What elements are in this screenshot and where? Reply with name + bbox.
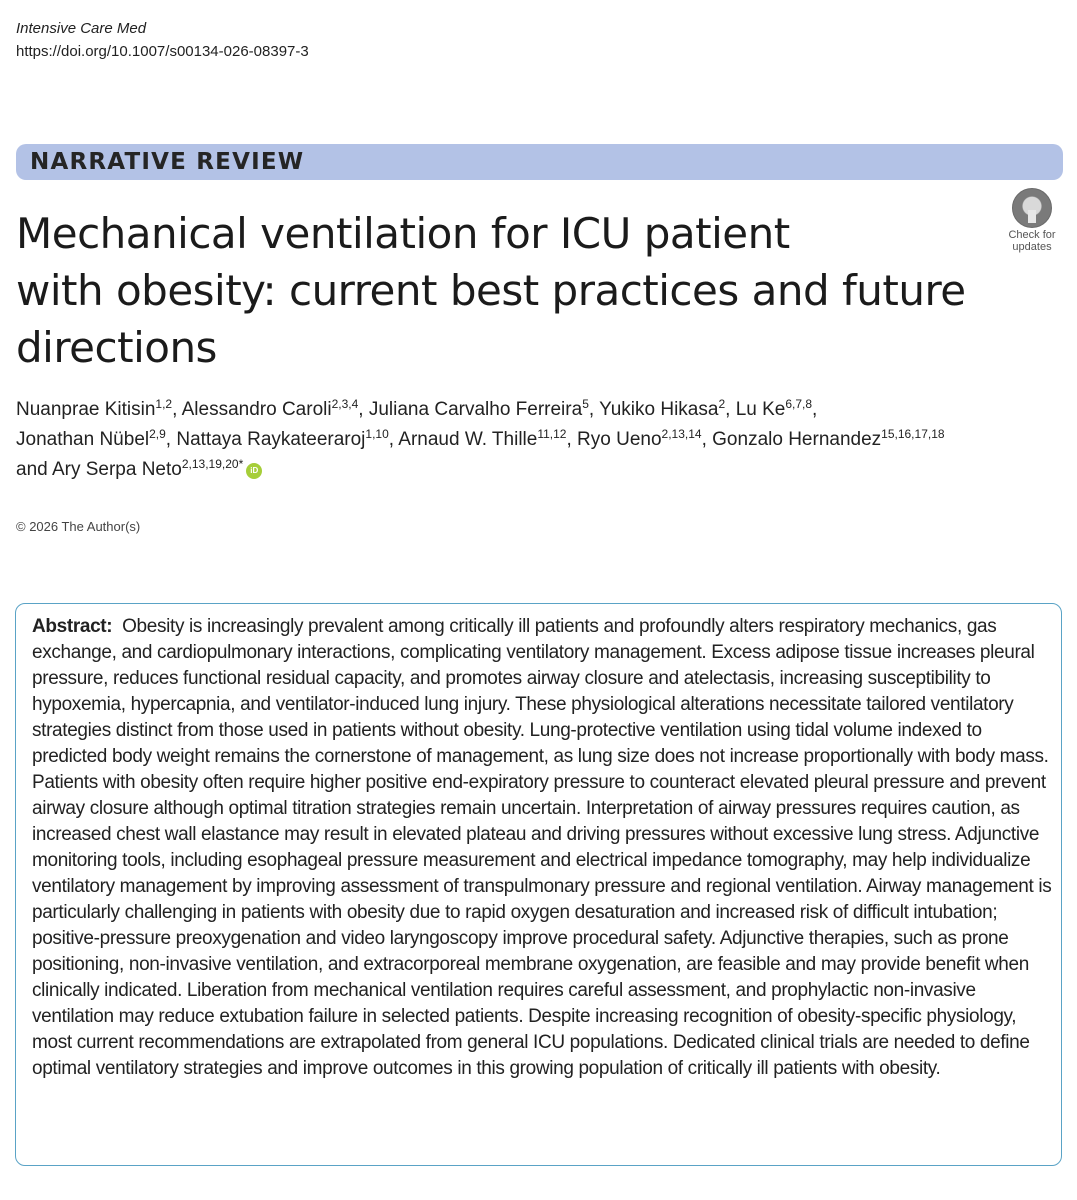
article-type-label: NARRATIVE REVIEW xyxy=(30,149,305,175)
copyright-notice: © 2026 The Author(s) xyxy=(16,519,141,534)
author-name[interactable]: Juliana Carvalho Ferreira xyxy=(368,399,583,420)
abstract-box xyxy=(15,603,1062,1166)
author-name[interactable]: Alessandro Caroli xyxy=(181,399,332,420)
author-list: Nuanprae Kitisin$^{1,2}$, Alessandro Caroli$^{2,3,4}$, Juliana Carvalho Ferreira$^5$, Yukiko Hikasa$^2$, Lu Ke$^{6,7,8}$, Jonathan Nübel$^{2,9}$, Nattaya Raykateeraroj$^{1,10}$, Arnaud W. Thille$^{11,12}$, Ryo Ueno$^{2,13,14}$, Gonzalo Hernandez$^{15,16,17,18}$ and Ary Serpa Neto$^{2,13,19,20*}$ iD xyxy=(16,397,945,480)
title-line: directions xyxy=(16,323,217,372)
author-affiliation: 2,13,19,20* xyxy=(181,457,244,471)
author-affiliation: 2,13,14 xyxy=(661,427,702,441)
abstract-paragraph xyxy=(32,614,1054,1082)
author-name[interactable]: Ryo Ueno xyxy=(577,429,662,450)
article-type-banner xyxy=(16,144,1063,180)
title-line: with obesity: current best practices and future xyxy=(16,266,966,315)
article-title xyxy=(16,205,1026,376)
author-name[interactable]: Ary Serpa Neto xyxy=(51,459,182,480)
author-name[interactable]: Lu Ke xyxy=(735,399,786,420)
author-affiliation: 5 xyxy=(582,397,589,411)
author-affiliation: 1,10 xyxy=(365,427,389,441)
author-name[interactable]: Arnaud W. Thille xyxy=(398,429,538,450)
author-affiliation: 1,2 xyxy=(155,397,173,411)
author-name[interactable]: Yukiko Hikasa xyxy=(599,399,719,420)
author-name[interactable]: Nuanprae Kitisin xyxy=(16,399,156,420)
authors-conjunction: and xyxy=(16,459,48,480)
check-for-updates-label: Check for updates xyxy=(1008,229,1056,253)
author-affiliation: 11,12 xyxy=(537,427,567,441)
doi-link[interactable]: https://doi.org/10.1007/s00134-026-08397-3 xyxy=(16,43,309,60)
abstract-text: Obesity is increasingly prevalent among critically ill patients and profoundly alters respiratory mechanics, gas exchange, and cardiopulmonary interactions, complicating ventilatory management. Excess adipose tissue increases pleural pressure, reduces functional residual capacity, and promotes airway closure and atelectasis, increasing susceptibility to hypoxemia, hypercapnia, and ventilator-induced lung injury. These physiological alterations necessitate tailored ventilatory strategies distinct from those used in patients without obesity. Lung-protective ventilation using tidal volume indexed to predicted body weight remains the cornerstone of management, as lung size does not increase proportionally with body mass. Patients with obesity often require higher positive end-expiratory pressure to counteract elevated pleural pressure and prevent airway closure although optimal titration strategies remain uncertain. Interpretation of airway pressures requires caution, as increased chest wall elastance may result in elevated plateau and driving pressures without excessive lung stress. Adjunctive monitoring tools, including esophageal pressure measurement and electrical impedance tomography, may help individualize ventilatory management by improving assessment of transpulmonary pressure and regional ventilation. Airway management is particularly challenging in patients with obesity due to rapid oxygen desaturation and increased risk of difficult intubation; positive-pressure preoxygenation and video laryngoscopy improve procedural safety. Adjunctive therapies, such as prone positioning, non-invasive ventilation, and extracorporeal membrane oxygenation, are feasible and may provide benefit when clinically indicated. Liberation from mechanical ventilation requires careful assessment, and prophylactic non-invasive ventilation may reduce extubation failure in selected patients. Despite increasing recognition of obesity-specific physiology, most current recommendations are extrapolated from general ICU populations. Dedicated clinical trials are needed to define optimal ventilatory strategies and improve outcomes in this growing population of critically ill patients with obesity. xyxy=(32,616,1052,1079)
abstract-label: Abstract: xyxy=(32,616,113,637)
author-affiliation: 2,3,4 xyxy=(331,397,359,411)
author-affiliation: 2 xyxy=(718,397,726,411)
title-line: Mechanical ventilation for ICU patient xyxy=(16,209,790,258)
check-for-updates-badge[interactable] xyxy=(998,188,1066,252)
author-affiliation: 2,9 xyxy=(149,427,166,441)
orcid-icon[interactable]: iD xyxy=(246,463,262,479)
author-name[interactable]: Gonzalo Hernandez xyxy=(712,429,882,450)
author-name[interactable]: Nattaya Raykateeraroj xyxy=(176,429,366,450)
author-name[interactable]: Jonathan Nübel xyxy=(16,429,150,450)
journal-name: Intensive Care Med xyxy=(16,20,147,37)
author-affiliation: 15,16,17,18 xyxy=(881,427,945,441)
crossmark-icon xyxy=(1012,188,1052,228)
author-affiliation: 6,7,8 xyxy=(785,397,813,411)
